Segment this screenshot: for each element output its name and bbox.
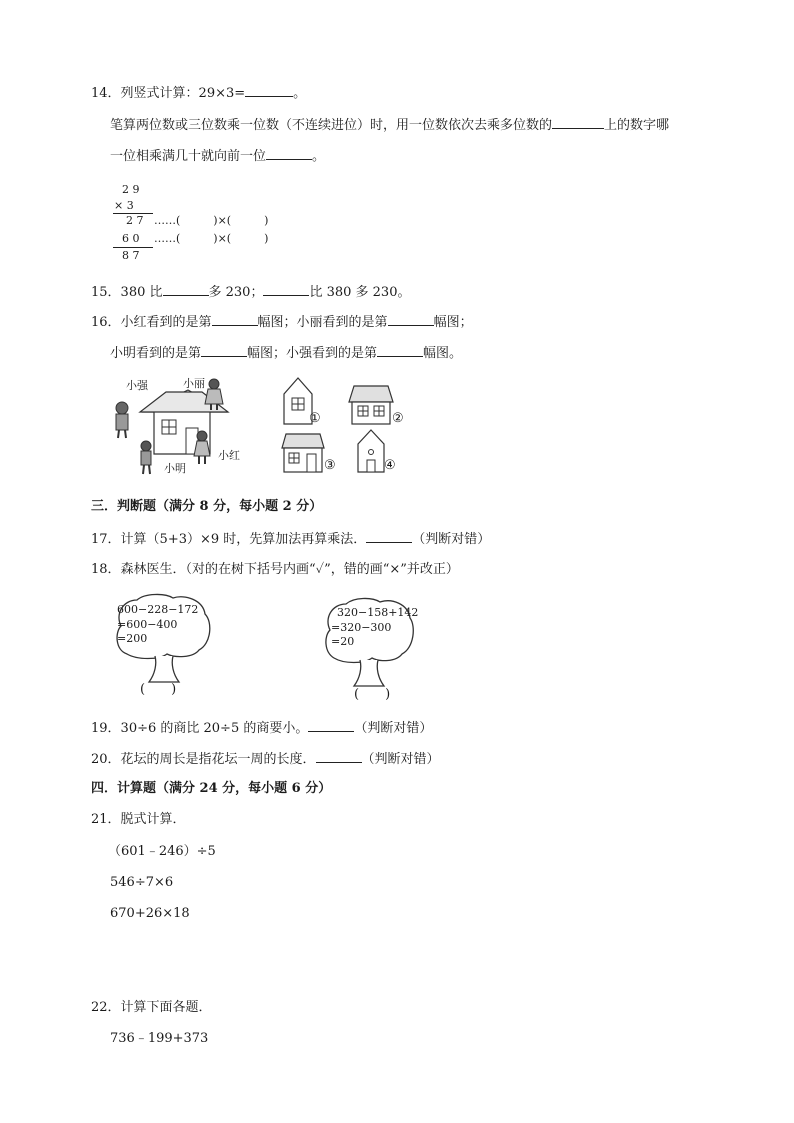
q16-text: 幅图；: [433, 315, 473, 330]
label-xiaohong: 小红: [218, 449, 240, 462]
q14-text2b: 上的数字哪: [604, 118, 670, 133]
answer-blank[interactable]: [316, 749, 362, 763]
q16-text: 幅图。: [423, 346, 463, 361]
label-xiaoming: 小明: [164, 462, 186, 475]
answer-blank[interactable]: [163, 282, 209, 296]
q16-text: 16．小红看到的是第: [91, 315, 212, 330]
answer-blank[interactable]: [308, 718, 354, 732]
q14-line1: [91, 83, 306, 103]
tree-2-answer-paren[interactable]: ( ): [354, 687, 391, 702]
answer-blank[interactable]: [201, 343, 247, 357]
answer-blank[interactable]: [552, 115, 604, 129]
q21-expression-3: 670+26×18: [110, 906, 190, 921]
label-xiaoqiang: 小强: [126, 379, 148, 392]
q17-line: [91, 529, 490, 549]
answer-blank[interactable]: [212, 312, 258, 326]
section-4-heading: 四．计算题（满分 24 分，每小题 6 分）: [91, 781, 332, 796]
q14-text3a: 一位相乘满几十就向前一位: [110, 149, 267, 164]
answer-blank[interactable]: [245, 83, 293, 97]
q21-expression-2: 546÷7×6: [110, 875, 174, 890]
tree-2-line-2: =320−300: [331, 621, 392, 634]
q20-text: 20．花坛的周长是指花坛一周的长度．: [91, 752, 316, 767]
calc-row-1: 2 9: [122, 183, 140, 196]
q14-line3: [110, 146, 325, 166]
tree-2-line-1: 320−158+142: [337, 606, 419, 619]
house-view-3-icon: [281, 432, 325, 474]
q14-text2a: 笔算两位数或三位数乘一位数（不连续进位）时，用一位数依次去乘多位数的: [110, 118, 553, 133]
q15-text-a: 15．380 比: [91, 285, 163, 300]
tree-1-line-2: =600−400: [117, 618, 178, 631]
answer-blank[interactable]: [266, 146, 312, 160]
tree-1-line-1: 600−228−172: [117, 603, 199, 616]
calc-row-3: 2 7: [126, 214, 144, 227]
q19-hint: （判断对错）: [354, 721, 433, 736]
q22-expression-1: 736﹣199+373: [110, 1031, 209, 1046]
q16-text: 小明看到的是第: [110, 346, 202, 361]
house-view-2-icon: [348, 384, 394, 426]
q17-hint: （判断对错）: [412, 532, 491, 547]
calc-row-2: × 3: [114, 199, 134, 212]
answer-blank[interactable]: [366, 529, 412, 543]
answer-blank[interactable]: [263, 282, 309, 296]
tree-1-answer-paren[interactable]: ( ): [140, 682, 177, 697]
q14-text: 14．列竖式计算：29×3=: [91, 86, 246, 101]
q16-line1: [91, 312, 473, 332]
answer-blank[interactable]: [377, 343, 423, 357]
q18-text: 18．森林医生．（对的在树下括号内画“✓”，错的画“×”并改正）: [91, 562, 459, 577]
q15-text-c: 比 380 多 230。: [309, 285, 411, 300]
view-number-3: ③: [324, 458, 336, 473]
q16-text: 幅图；小强看到的是第: [247, 346, 378, 361]
tree-1-line-3: =200: [117, 632, 148, 645]
tree-2-line-3: =20: [331, 635, 355, 648]
q21-title: 21．脱式计算．: [91, 812, 186, 827]
q17-text: 17．计算（5+3）×9 时，先算加法再算乘法．: [91, 532, 367, 547]
q20-hint: （判断对错）: [361, 752, 440, 767]
q16-text: 幅图；小丽看到的是第: [257, 315, 388, 330]
q14-end: 。: [293, 86, 307, 101]
calc-row-4: 6 0: [122, 232, 140, 245]
q22-title: 22．计算下面各题．: [91, 1000, 212, 1015]
q14-line2: [110, 115, 669, 135]
q14-text3b: 。: [312, 149, 326, 164]
answer-blank[interactable]: [388, 312, 434, 326]
q15-line: [91, 282, 410, 302]
calc-paren-1: ……( )×( ): [154, 214, 269, 227]
section-3-heading: 三．判断题（满分 8 分，每小题 2 分）: [91, 499, 323, 514]
q21-expression-1: （601﹣246）÷5: [108, 844, 216, 859]
q19-line: [91, 718, 432, 738]
q19-text: 19．30÷6 的商比 20÷5 的商要小。: [91, 721, 309, 736]
house-view-4-icon: [356, 428, 386, 474]
label-xiaoli: 小丽: [183, 377, 205, 390]
view-number-1: ①: [309, 411, 321, 426]
q16-line2: [110, 343, 462, 363]
calc-row-5: 8 7: [122, 249, 140, 262]
q15-text-b: 多 230；: [208, 285, 264, 300]
view-number-2: ②: [392, 411, 404, 426]
view-number-4: ④: [384, 458, 396, 473]
calc-paren-2: ……( )×( ): [154, 232, 269, 245]
q20-line: [91, 749, 440, 769]
